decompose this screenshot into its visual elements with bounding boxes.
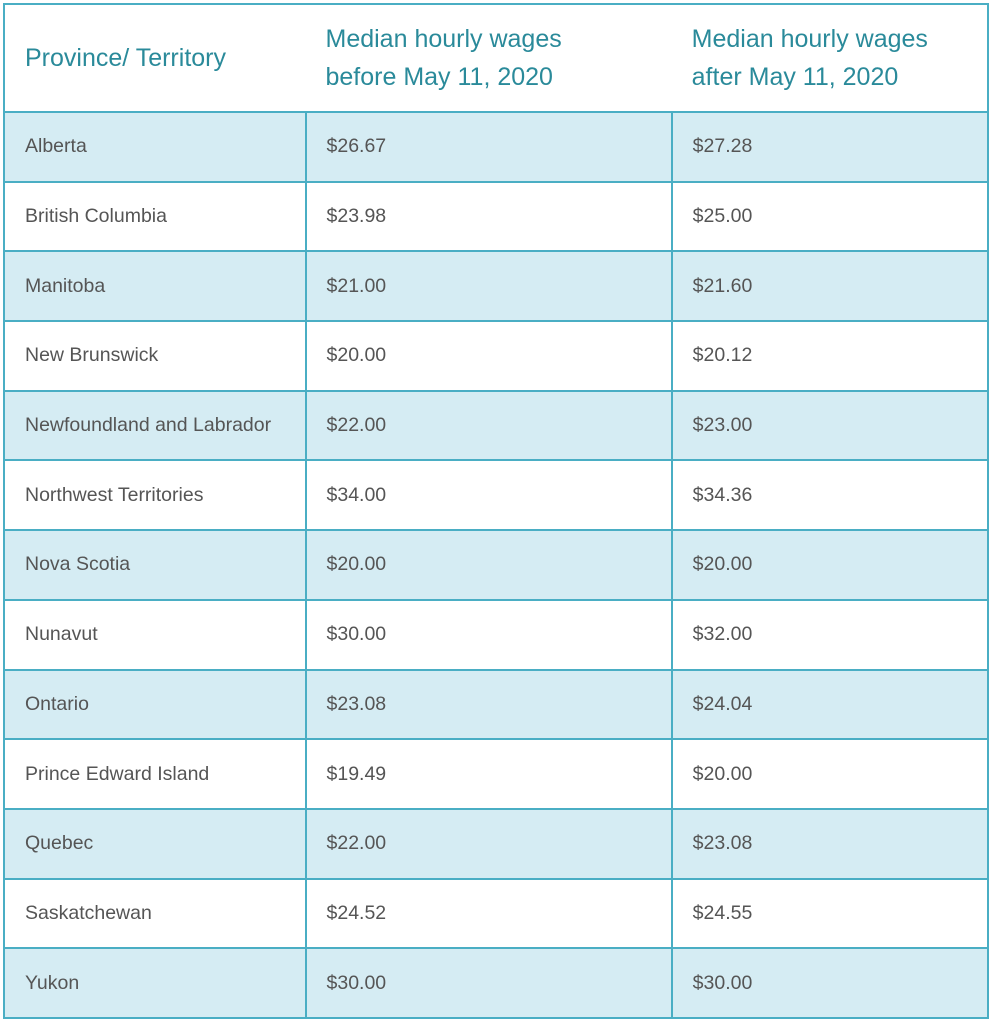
header-line: Median hourly wages [325, 25, 562, 53]
cell-province: Nunavut [4, 600, 306, 670]
cell-province: Northwest Territories [4, 460, 306, 530]
wages-table [3, 3, 989, 1019]
cell-wage-before: $30.00 [306, 600, 672, 670]
table-row [4, 879, 988, 949]
cell-wage-after: $23.08 [672, 809, 988, 879]
table-row [4, 391, 988, 461]
cell-wage-before: $23.98 [306, 182, 672, 252]
cell-wage-before: $26.67 [306, 112, 672, 182]
cell-wage-before: $22.00 [306, 391, 672, 461]
cell-wage-after: $25.00 [672, 182, 988, 252]
table-row [4, 251, 988, 321]
cell-province: Prince Edward Island [4, 739, 306, 809]
cell-wage-after: $30.00 [672, 948, 988, 1018]
cell-wage-before: $19.49 [306, 739, 672, 809]
table-row [4, 530, 988, 600]
table-row [4, 182, 988, 252]
cell-wage-after: $21.60 [672, 251, 988, 321]
cell-province: Ontario [4, 670, 306, 740]
table-row [4, 460, 988, 530]
header-after [672, 4, 988, 112]
table-row [4, 670, 988, 740]
cell-wage-after: $20.12 [672, 321, 988, 391]
cell-wage-before: $20.00 [306, 321, 672, 391]
table-row [4, 739, 988, 809]
cell-province: British Columbia [4, 182, 306, 252]
table-row [4, 600, 988, 670]
cell-wage-after: $32.00 [672, 600, 988, 670]
cell-wage-before: $21.00 [306, 251, 672, 321]
cell-province: New Brunswick [4, 321, 306, 391]
cell-province: Saskatchewan [4, 879, 306, 949]
cell-wage-after: $34.36 [672, 460, 988, 530]
header-province [4, 4, 306, 112]
header-line: Median hourly wages [691, 25, 928, 53]
cell-wage-after: $20.00 [672, 530, 988, 600]
cell-province: Quebec [4, 809, 306, 879]
cell-wage-after: $23.00 [672, 391, 988, 461]
header-row [4, 4, 988, 112]
table-row [4, 948, 988, 1018]
cell-wage-before: $24.52 [306, 879, 672, 949]
cell-province: Newfoundland and Labrador [4, 391, 306, 461]
header-before [306, 4, 672, 112]
cell-wage-before: $22.00 [306, 809, 672, 879]
table-row [4, 809, 988, 879]
cell-wage-after: $24.04 [672, 670, 988, 740]
cell-wage-after: $27.28 [672, 112, 988, 182]
header-line: Province/ Territory [25, 44, 226, 72]
header-line: after May 11, 2020 [691, 63, 899, 91]
cell-wage-before: $20.00 [306, 530, 672, 600]
cell-province: Alberta [4, 112, 306, 182]
cell-province: Yukon [4, 948, 306, 1018]
header-line: before May 11, 2020 [325, 63, 553, 91]
cell-wage-before: $34.00 [306, 460, 672, 530]
cell-province: Nova Scotia [4, 530, 306, 600]
table-row [4, 321, 988, 391]
cell-wage-after: $20.00 [672, 739, 988, 809]
cell-wage-before: $23.08 [306, 670, 672, 740]
cell-province: Manitoba [4, 251, 306, 321]
cell-wage-after: $24.55 [672, 879, 988, 949]
cell-wage-before: $30.00 [306, 948, 672, 1018]
table-row [4, 112, 988, 182]
